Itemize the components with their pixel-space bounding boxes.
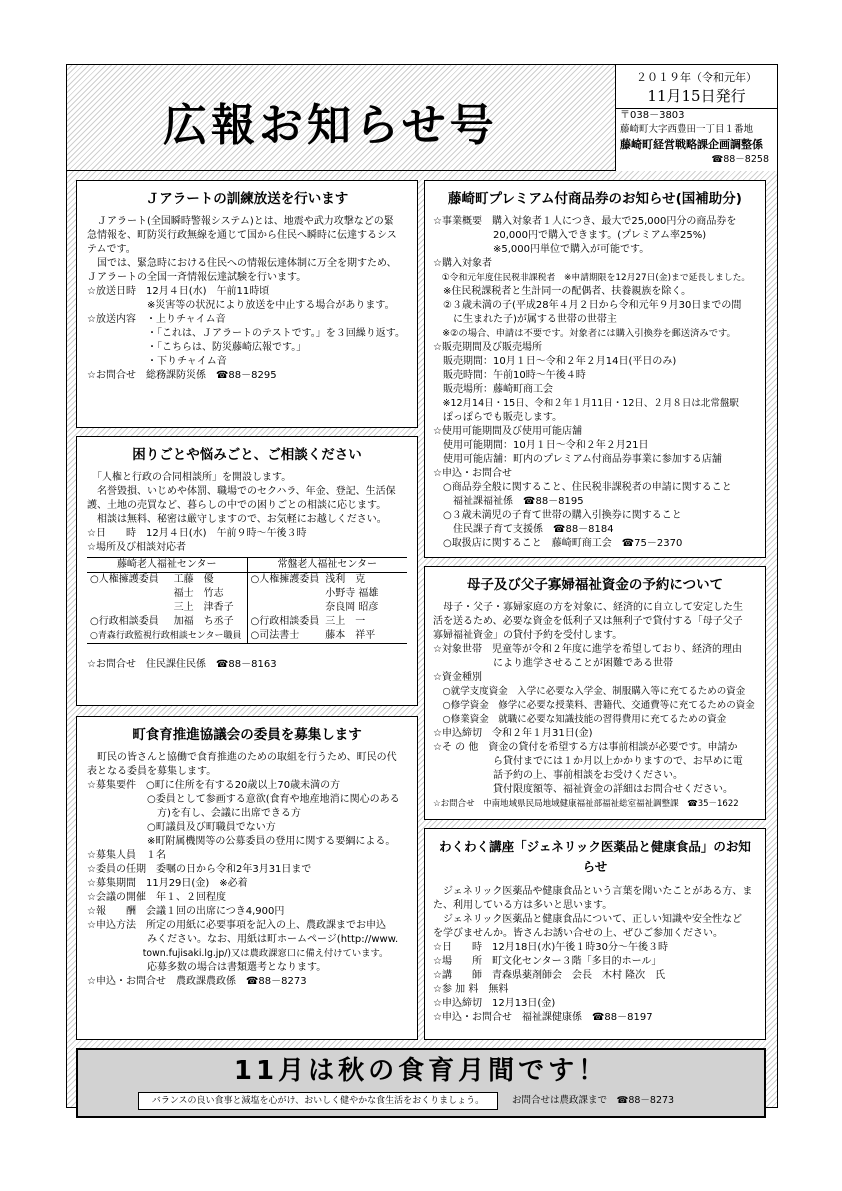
postal-code: 〒038－3803 bbox=[620, 110, 685, 121]
text-line: ☆申込締切 令和２年１月31日(金) bbox=[433, 728, 593, 739]
address: 藤崎町大字西豊田一丁目１番地 bbox=[620, 124, 754, 135]
column-header: 常盤老人福祉センター bbox=[248, 558, 408, 573]
masthead-info bbox=[615, 65, 777, 171]
text-line: みください。なお、用紙は町ホームページ(http://www. bbox=[87, 934, 399, 945]
text-line: ※町附属機関等の公募委員の登用に関する要綱による。 bbox=[87, 836, 396, 847]
text-line: ※住民税課税者と生計同一の配偶者、扶養親族を除く。 bbox=[433, 286, 692, 297]
banner-message: バランスの良い食事と減塩を心がけ、おいしく健やかな食生活をおくりましょう。 bbox=[151, 1096, 485, 1106]
article-body bbox=[87, 215, 407, 383]
text-line: ☆参 加 料 無料 bbox=[433, 984, 509, 995]
text-line: 母子・父子・寡婦家庭の方を対象に、経済的に自立して安定した生 bbox=[433, 602, 743, 613]
text-line: 「人権と行政の合同相談所」を開設します。 bbox=[87, 472, 292, 483]
text-line: town.fujisaki.lg.jp/)又は農政課窓口に備え付けています。 bbox=[87, 948, 389, 959]
text-line: ☆募集人員 １名 bbox=[87, 850, 166, 861]
text-line: ☆申込締切 12月13日(金) bbox=[433, 998, 556, 1009]
banner-contact: お問合せは農政課まで ☎88－8273 bbox=[512, 1095, 675, 1106]
text-line: ○取扱店に関すること 藤崎町商工会 ☎75－2370 bbox=[433, 538, 683, 549]
text-line: ☆放送内容 ・上りチャイム音 bbox=[87, 314, 226, 325]
text-line: 販売期間：10月１日～令和２年２月14日(平日のみ) bbox=[433, 356, 677, 367]
text-line: 国では、緊急時における住民への情報伝達体制に万全を期すため、 bbox=[87, 258, 397, 269]
consultant-column-tokiwa bbox=[248, 558, 408, 643]
text-line: 話予約の上、事前相談をお受けください。 bbox=[433, 770, 683, 781]
table-cell: ○人権擁護委員 bbox=[90, 574, 159, 585]
text-line: を学びませんか。皆さんお誘い合せの上、ぜひご参加ください。 bbox=[433, 928, 723, 939]
table-cell: ○行政相談委員 bbox=[90, 616, 159, 627]
contact-line: ☆お問合せ 住民課住民係 ☎88－8163 bbox=[87, 659, 277, 670]
text-line: ☆日 時 12月４日(水) 午前９時～午後３時 bbox=[87, 528, 307, 539]
text-line: ○委員として参画する意欲(食育や地産地消に関心のある bbox=[87, 794, 400, 805]
text-line: ☆事業概要 購入対象者１人につき、最大で25,000円分の商品券を bbox=[433, 216, 737, 227]
year-line: ２０１９年（令和元年） bbox=[636, 71, 757, 84]
column-header: 藤崎老人福祉センター bbox=[87, 558, 247, 573]
text-line: 20,000円で購入できます。(プレミアム率25%) bbox=[433, 230, 707, 241]
text-line: ジェネリック医薬品や健康食品という言葉を聞いたことがある方、ま bbox=[433, 886, 753, 897]
article-body bbox=[87, 751, 407, 989]
issue-date: 11月15日発行 bbox=[616, 85, 777, 109]
article-body bbox=[433, 885, 757, 1025]
text-line: ☆申込・お問合せ 福祉課健康係 ☎88－8197 bbox=[433, 1012, 653, 1023]
text-line: ☆講 師 青森県薬剤師会 会長 木村 隆次 氏 bbox=[433, 970, 666, 981]
text-line: ※12月14日・15日、令和２年１月11日・12日、２月８日は北常盤駅 bbox=[433, 398, 739, 409]
text-line: ☆使用可能期間及び使用可能店舗 bbox=[433, 426, 582, 437]
article-welfare-loan bbox=[424, 566, 766, 820]
masthead bbox=[67, 65, 777, 171]
table-cell: 福士 竹志 bbox=[173, 588, 224, 599]
table-cell: 浅利 克 bbox=[325, 574, 366, 585]
text-line: 活を送るため、必要な資金を低利子又は無利子で貸付する「母子父子 bbox=[433, 616, 743, 627]
text-line: ☆購入対象者 bbox=[433, 258, 492, 269]
table-row bbox=[87, 587, 245, 601]
text-line: 名誉毀損、いじめや体罰、職場でのセクハラ、年金、登記、生活保 bbox=[87, 486, 396, 497]
table-row bbox=[248, 587, 382, 601]
publisher-phone: ☎88－8258 bbox=[711, 154, 769, 165]
text-line: ○町議員及び町職員でない方 bbox=[87, 822, 276, 833]
text-line: 福祉課福祉係 ☎88－8195 bbox=[433, 496, 584, 507]
text-line: ☆販売期間及び販売場所 bbox=[433, 342, 542, 353]
masthead-title: 広報お知らせ号 bbox=[163, 100, 498, 151]
table-row bbox=[248, 615, 382, 629]
table-cell: 藤本 祥平 bbox=[325, 630, 376, 641]
article-consultation bbox=[76, 436, 418, 706]
table-row bbox=[248, 573, 382, 587]
text-line: ぽっぽらでも販売します。 bbox=[433, 412, 563, 423]
table-cell: 小野寺 福雄 bbox=[325, 588, 379, 599]
text-line: ・「これは、Ｊアラートのテストです。」を３回繰り返す。 bbox=[87, 328, 405, 339]
table-cell: 三上 一 bbox=[325, 616, 366, 627]
table-row bbox=[87, 615, 245, 629]
table-row bbox=[87, 629, 245, 643]
publisher: 藤崎町経営戦略課企画調整係 bbox=[620, 138, 763, 151]
consultant-list bbox=[87, 573, 245, 643]
article-title: 町食育推進協議会の委員を募集します bbox=[132, 727, 362, 743]
table-cell: ○行政相談委員 bbox=[250, 616, 320, 627]
article-food-committee bbox=[76, 716, 418, 1040]
table-cell bbox=[87, 601, 171, 615]
text-line: 寡婦福祉資金」の貸付予約を受付します。 bbox=[433, 630, 623, 641]
text-line: Ｊアラートの全国一斉情報伝達試験を行います。 bbox=[87, 272, 307, 283]
text-line: ②３歳未満の子(平成28年４月２日から令和元年９月30日までの間 bbox=[433, 300, 742, 311]
text-line: 住民課子育て支援係 ☎88－8184 bbox=[433, 524, 614, 535]
text-line: ☆資金種別 bbox=[433, 672, 482, 683]
text-line: ※5,000円単位で購入が可能です。 bbox=[433, 244, 650, 255]
text-line: ☆対象世帯 児童等が令和２年度に進学を希望しており、経済的理由 bbox=[433, 644, 742, 655]
text-line: ・「こちらは、防災藤崎広報です。」 bbox=[87, 342, 307, 353]
article-title: 困りごとや悩みごと、ご相談ください bbox=[132, 447, 362, 463]
table-cell: 加福 ち丞子 bbox=[173, 616, 234, 627]
text-line: ら貸付までには１か月以上かかりますので、お早めに電 bbox=[433, 756, 743, 767]
text-line: ○商品券全般に関すること、住民税非課税者の申請に関すること bbox=[433, 482, 732, 493]
table-cell: 奈良岡 昭彦 bbox=[325, 602, 379, 613]
text-line: ○修業資金 就職に必要な知識技能の習得費用に充てるための資金 bbox=[433, 714, 727, 725]
text-line: ☆募集期間 11月29日(金) ※必着 bbox=[87, 878, 248, 889]
table-cell: 三上 津香子 bbox=[173, 602, 234, 613]
text-line: ☆申込方法 所定の用紙に必要事項を記入の上、農政課までお申込 bbox=[87, 920, 386, 931]
text-line: 表となる委員を募集します。 bbox=[87, 766, 217, 777]
text-line: ○修学資金 修学に必要な授業料、書籍代、交通費等に充てるための資金 bbox=[433, 700, 755, 711]
text-line: ☆お問合せ 中南地域県民局地域健康福祉部福祉総室福祉調整課 ☎35－1622 bbox=[433, 799, 739, 809]
table-cell bbox=[87, 587, 171, 601]
table-row bbox=[248, 629, 382, 643]
text-line: ☆申込・お問合せ bbox=[433, 468, 512, 479]
consultant-list bbox=[248, 573, 382, 643]
text-line: 方)を有し、会議に出席できる方 bbox=[87, 808, 301, 819]
text-line: ☆そ の 他 資金の貸付を希望する方は事前相談が必要です。申請か bbox=[433, 742, 738, 753]
article-body bbox=[87, 471, 407, 555]
article-title: Ｊアラートの訓練放送を行います bbox=[145, 191, 349, 207]
text-line: ジェネリック医薬品と健康食品について、正しい知識や安全性など bbox=[433, 914, 742, 925]
table-row bbox=[87, 601, 245, 615]
text-line: ☆放送日時 12月４日(水) 午前11時頃 bbox=[87, 286, 270, 297]
text-line: ☆会議の開催 年１、２回程度 bbox=[87, 892, 226, 903]
article-title: 藤崎町プレミアム付商品券のお知らせ(国補助分) bbox=[448, 191, 742, 207]
text-line: ☆日 時 12月18日(水)午後１時30分～午後３時 bbox=[433, 942, 668, 953]
text-line: ☆場 所 町文化センター３階「多目的ホール」 bbox=[433, 956, 662, 967]
article-body bbox=[433, 215, 757, 551]
text-line: により進学させることが困難である世帯 bbox=[433, 658, 673, 669]
text-line: ①令和元年度住民税非課税者 ※申請期限を12月27日(金)まで延長しました。 bbox=[433, 273, 751, 283]
text-line: 販売時間：午前10時～午後４時 bbox=[433, 370, 586, 381]
article-title: 母子及び父子寡婦福祉資金の予約について bbox=[466, 577, 724, 593]
article-title: わくわく講座「ジェネリック医薬品と健康食品」のお知らせ bbox=[439, 839, 751, 874]
text-line: 貸付限度額等、福祉資金の詳細はお問合せください。 bbox=[433, 784, 733, 795]
article-j-alert bbox=[76, 180, 418, 428]
text-line: ※②の場合、申請は不要です。対象者には購入引換券を郵送済みです。 bbox=[433, 328, 736, 339]
text-line: 応募多数の場合は書類選考となります。 bbox=[87, 962, 327, 973]
text-line: ☆委員の任期 委嘱の日から令和2年3月31日まで bbox=[87, 864, 312, 875]
table-cell bbox=[248, 601, 323, 615]
article-body bbox=[433, 601, 757, 811]
table-cell: ○人権擁護委員 bbox=[250, 574, 320, 585]
article-generic-lecture bbox=[424, 828, 766, 1040]
table-cell: ○司法書士 bbox=[250, 630, 300, 641]
table-row bbox=[248, 601, 382, 615]
food-month-banner bbox=[76, 1048, 766, 1118]
text-line: 急情報を、町防災行政無線を通じて国から住民へ瞬時に伝達するシス bbox=[87, 230, 397, 241]
consultant-table bbox=[87, 557, 407, 644]
article-premium-voucher bbox=[424, 180, 766, 558]
text-line: ☆お問合せ 総務課防災係 ☎88－8295 bbox=[87, 370, 277, 381]
text-line: 相談は無料、秘密は厳守しますので、お気軽にお越しください。 bbox=[87, 514, 387, 525]
text-line: 販売場所：藤崎町商工会 bbox=[433, 384, 553, 395]
text-line: ☆場所及び相談対応者 bbox=[87, 542, 186, 553]
table-cell bbox=[248, 587, 323, 601]
text-line: ☆募集要件 ○町に住所を有する20歳以上70歳未満の方 bbox=[87, 780, 341, 791]
banner-title: 11月は秋の食育月間です！ bbox=[233, 1056, 609, 1086]
table-row bbox=[87, 573, 245, 587]
text-line: 町民の皆さんと協働で食育推進のための取組を行うため、町民の代 bbox=[87, 752, 397, 763]
text-line: ※災害等の状況により放送を中止する場合があります。 bbox=[87, 300, 395, 311]
text-line: に生まれた子)が属する世帯の世帯主 bbox=[433, 314, 617, 325]
consultant-column-fujisaki bbox=[87, 558, 248, 643]
text-line: ○３歳未満児の子育て世帯の購入引換券に関すること bbox=[433, 510, 682, 521]
text-line: ・下りチャイム音 bbox=[87, 356, 227, 367]
banner-message-box bbox=[138, 1092, 498, 1110]
text-line: ☆報 酬 会議１回の出席につき4,900円 bbox=[87, 906, 285, 917]
text-line: 使用可能期間：10月１日～令和２年２月21日 bbox=[433, 440, 649, 451]
text-line: 護、土地の売買など、暮らしの中での困りごとの相談に応じます。 bbox=[87, 500, 387, 511]
table-cell: 工藤 優 bbox=[173, 574, 214, 585]
table-cell: ○青森行政監視行政相談センター職員 bbox=[90, 631, 242, 641]
text-line: た、利用している方は多いと思います。 bbox=[433, 900, 613, 911]
text-line: ○就学支度資金 入学に必要な入学金、制服購入等に充てるための資金 bbox=[433, 686, 746, 697]
text-line: テムです。 bbox=[87, 244, 136, 255]
text-line: ☆申込・お問合せ 農政課農政係 ☎88－8273 bbox=[87, 976, 307, 987]
text-line: Ｊアラート(全国瞬時警報システム)とは、地震や武力攻撃などの緊 bbox=[87, 216, 394, 227]
text-line: 使用可能店舗：町内のプレミアム付商品券事業に参加する店舗 bbox=[433, 454, 722, 465]
